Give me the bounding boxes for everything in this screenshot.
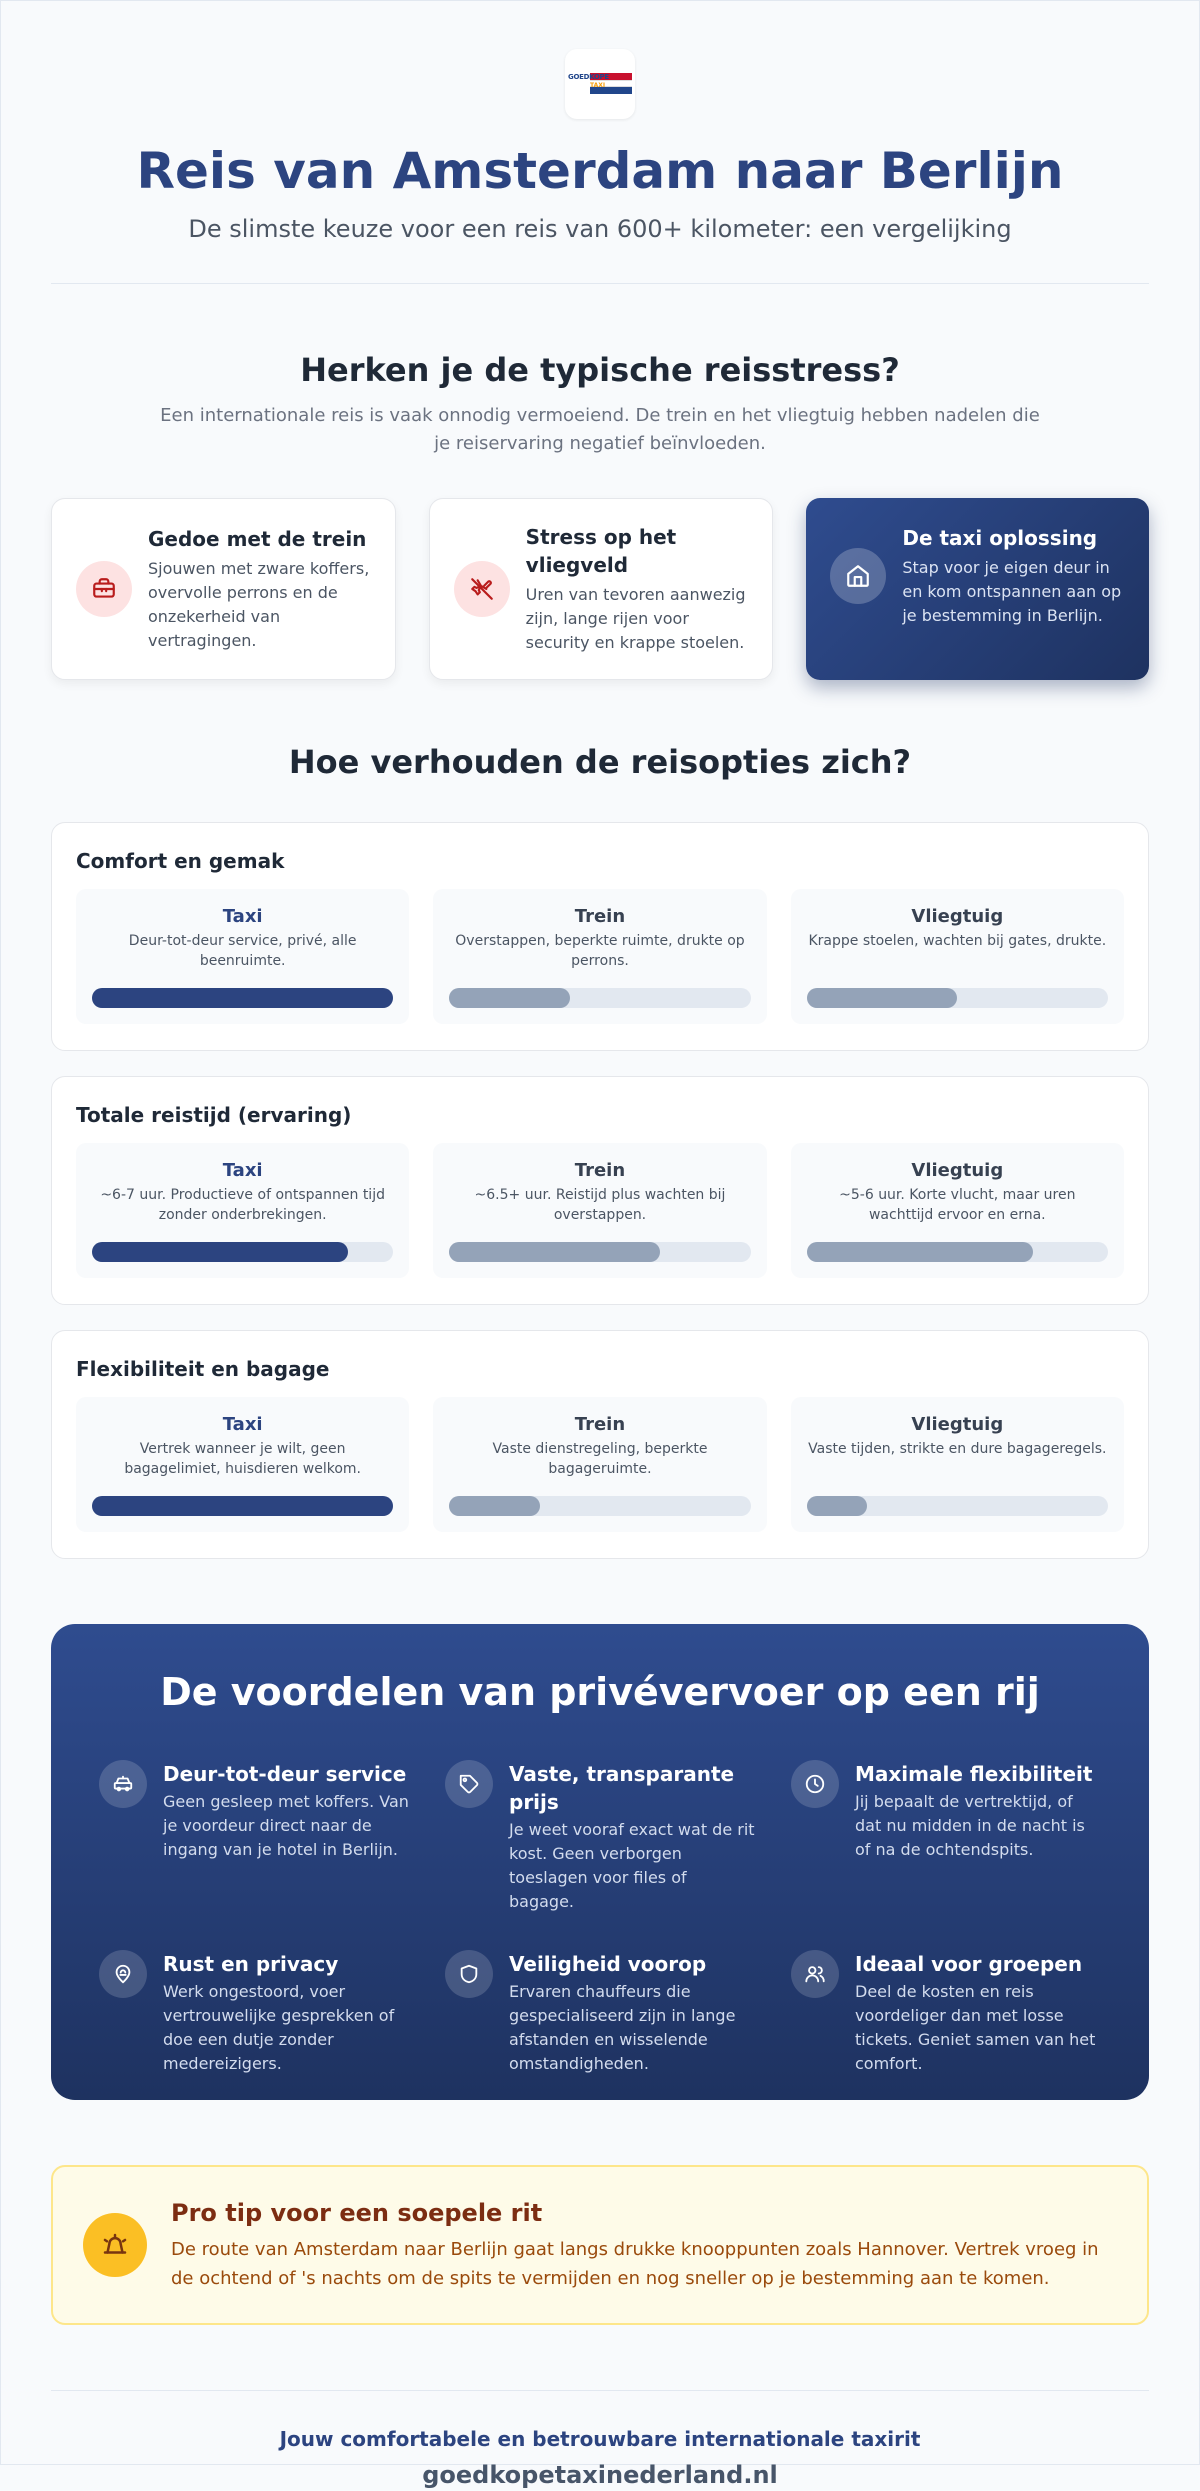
- option-taxi: [76, 889, 409, 1024]
- option-train: [433, 1397, 766, 1532]
- comparison-card-title: Flexibiliteit en bagage: [76, 1357, 330, 1381]
- score-bar: [807, 1496, 1108, 1516]
- tag-icon: [445, 1760, 493, 1808]
- stress-cards: [51, 498, 1149, 680]
- option-name: Vliegtuig: [911, 906, 1004, 927]
- home-icon: [830, 548, 886, 604]
- logo-text: GOEDKOPE: [568, 73, 609, 81]
- score-bar-fill: [92, 1496, 393, 1516]
- comparison-title: Hoe verhouden de reisopties zich?: [288, 743, 912, 781]
- stress-card-train: [51, 498, 396, 680]
- stress-card-text: Uren van tevoren aanwezig zijn, lange rijen voor security en krappe stoelen.: [525, 585, 746, 652]
- score-bar-fill: [807, 1496, 867, 1516]
- score-bar-fill: [807, 1242, 1033, 1262]
- option-name: Taxi: [222, 1414, 263, 1435]
- option-text: Krappe stoelen, wachten bij gates, drukte.: [808, 933, 1107, 949]
- benefit-flexibility: [791, 1760, 1101, 1914]
- clock-icon: [791, 1760, 839, 1808]
- stress-card-taxi: [806, 498, 1149, 680]
- benefit-safety: [445, 1950, 755, 2076]
- score-bar-fill: [449, 1242, 660, 1262]
- option-name: Trein: [574, 906, 626, 927]
- comparison-card-title: Totale reistijd (ervaring): [76, 1103, 352, 1127]
- logo-mark: [568, 71, 632, 97]
- stress-card-title: Stress op het vliegveld: [525, 525, 677, 577]
- benefits-title: De voordelen van privévervoer op een rij: [160, 1670, 1040, 1714]
- divider: [51, 283, 1149, 284]
- comparison-card-comfort: [51, 822, 1149, 1051]
- comparison-card-traveltime: [51, 1076, 1149, 1305]
- score-bar: [449, 1496, 750, 1516]
- footer-tagline: Jouw comfortabele en betrouwbare internationale taxirit: [279, 2427, 921, 2451]
- score-bar: [807, 1242, 1108, 1262]
- option-text: ~6.5+ uur. Reistijd plus wachten bij overstappen.: [474, 1187, 726, 1223]
- option-name: Trein: [574, 1414, 626, 1435]
- option-text: ~6-7 uur. Productieve of ontspannen tijd zonder onderbrekingen.: [100, 1187, 385, 1223]
- train-icon: [76, 561, 132, 617]
- option-text: Vaste dienstregeling, beperkte bagageruimte.: [492, 1441, 708, 1477]
- score-bar: [449, 1242, 750, 1262]
- benefit-text: Jij bepaalt de vertrektijd, of dat nu midden in de nacht is of na de ochtendspits.: [855, 1792, 1085, 1859]
- benefit-title: Vaste, transparante prijs: [509, 1762, 735, 1814]
- benefits-panel: [51, 1624, 1149, 2100]
- option-train: [433, 889, 766, 1024]
- benefit-text: Ervaren chauffeurs die gespecialiseerd zijn in lange afstanden en wisselende omstandigheden.: [509, 1982, 736, 2073]
- comparison-card-flexibility: [51, 1330, 1149, 1559]
- benefit-text: Je weet vooraf exact wat de rit kost. Geen verborgen toeslagen voor files of bagage.: [509, 1820, 755, 1911]
- option-train: [433, 1143, 766, 1278]
- benefit-title: Maximale flexibiliteit: [855, 1762, 1093, 1786]
- option-text: Deur-tot-deur service, privé, alle beenruimte.: [128, 933, 357, 969]
- pro-tip-title: Pro tip voor een soepele rit: [171, 2199, 543, 2227]
- score-bar: [92, 988, 393, 1008]
- benefit-title: Ideaal voor groepen: [855, 1952, 1083, 1976]
- benefit-fixed-price: [445, 1760, 755, 1914]
- option-taxi: [76, 1397, 409, 1532]
- option-text: Vertrek wanneer je wilt, geen bagagelimiet, huisdieren welkom.: [124, 1441, 361, 1477]
- plane-icon: [454, 561, 510, 617]
- logo: [565, 49, 635, 119]
- option-plane: [791, 1397, 1124, 1532]
- option-name: Trein: [574, 1160, 626, 1181]
- bell-icon: [83, 2213, 147, 2277]
- option-name: Taxi: [222, 1160, 263, 1181]
- score-bar-fill: [449, 988, 570, 1008]
- privacy-icon: [99, 1950, 147, 1998]
- benefit-title: Rust en privacy: [163, 1952, 339, 1976]
- score-bar-fill: [807, 988, 958, 1008]
- score-bar-fill: [449, 1496, 539, 1516]
- option-name: Vliegtuig: [911, 1160, 1004, 1181]
- option-text: Vaste tijden, strikte en dure bagageregels.: [808, 1441, 1107, 1457]
- option-plane: [791, 1143, 1124, 1278]
- page-title: Reis van Amsterdam naar Berlijn: [136, 142, 1064, 200]
- car-icon: [99, 1760, 147, 1808]
- option-name: Taxi: [222, 906, 263, 927]
- stress-intro: Een internationale reis is vaak onnodig vermoeiend. De trein en het vliegtuig hebben nadelen die je reiservaring negatief beïnvloeden.: [160, 405, 1040, 454]
- benefit-title: Deur-tot-deur service: [163, 1762, 407, 1786]
- shield-icon: [445, 1950, 493, 1998]
- score-bar: [807, 988, 1108, 1008]
- score-bar: [449, 988, 750, 1008]
- footer-divider: [51, 2390, 1149, 2391]
- benefit-title: Veiligheid voorop: [509, 1952, 707, 1976]
- pro-tip: [51, 2165, 1149, 2325]
- score-bar: [92, 1242, 393, 1262]
- option-name: Vliegtuig: [911, 1414, 1004, 1435]
- score-bar-fill: [92, 988, 393, 1008]
- benefit-text: Deel de kosten en reis voordeliger dan met losse tickets. Geniet samen van het comfort.: [855, 1982, 1096, 2073]
- pro-tip-text: De route van Amsterdam naar Berlijn gaat langs drukke knooppunten zoals Hannover. Vertrek vroeg in de ochtend of 's nachts om de spits te vermijden en nog sneller op je bestemming aan te komen.: [171, 2239, 1099, 2289]
- page-subtitle: De slimste keuze voor een reis van 600+ kilometer: een vergelijking: [188, 215, 1012, 243]
- benefit-text: Werk ongestoord, voer vertrouwelijke gesprekken of doe een dutje zonder medereizigers.: [163, 1982, 395, 2073]
- stress-card-title: De taxi oplossing: [902, 526, 1098, 550]
- logo-subtext: TAXI: [590, 82, 606, 89]
- comparison-card-title: Comfort en gemak: [76, 849, 285, 873]
- option-text: ~5-6 uur. Korte vlucht, maar uren wachttijd ervoor en erna.: [839, 1187, 1076, 1223]
- score-bar: [92, 1496, 393, 1516]
- option-text: Overstappen, beperkte ruimte, drukte op perrons.: [455, 933, 745, 969]
- stress-title: Herken je de typische reisstress?: [300, 351, 900, 389]
- stress-card-text: Sjouwen met zware koffers, overvolle perrons en de onzekerheid van vertragingen.: [148, 559, 370, 650]
- benefit-groups: [791, 1950, 1101, 2076]
- benefit-privacy: [99, 1950, 409, 2076]
- option-plane: [791, 889, 1124, 1024]
- stress-card-title: Gedoe met de trein: [148, 527, 367, 551]
- benefit-text: Geen gesleep met koffers. Van je voordeur direct naar de ingang van je hotel in Berlijn.: [163, 1792, 409, 1859]
- score-bar-fill: [92, 1242, 348, 1262]
- stress-card-text: Stap voor je eigen deur in en kom ontspannen aan op je bestemming in Berlijn.: [902, 558, 1122, 625]
- footer-site-link[interactable]: goedkopetaxinederland.nl: [422, 2461, 778, 2489]
- option-taxi: [76, 1143, 409, 1278]
- benefit-door-to-door: [99, 1760, 409, 1914]
- users-icon: [791, 1950, 839, 1998]
- stress-card-airport: [429, 498, 774, 680]
